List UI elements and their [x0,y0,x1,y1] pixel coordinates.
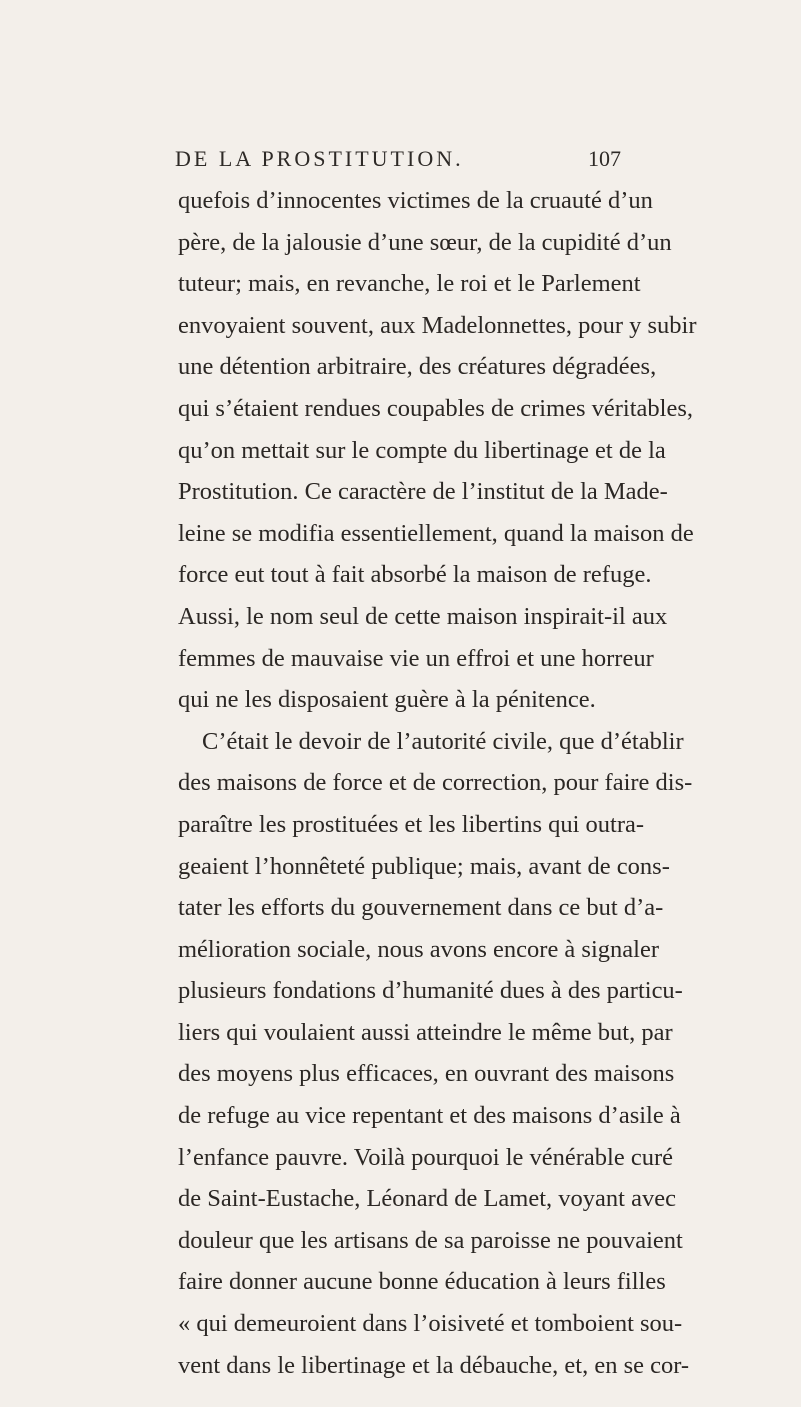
text-line: C’était le devoir de l’autorité civile, que d’établir [202,727,684,755]
text-line: quefois d’innocentes victimes de la cruauté d’un [178,187,653,214]
text-line: Prostitution. Ce caractère de l’institut de la Made- [178,478,668,506]
text-line: l’enfance pauvre. Voilà pourquoi le vénérable curé [178,1143,674,1171]
page-number: 107 [588,146,621,171]
text-line: une détention arbitraire, des créatures dégradées, [178,353,657,381]
text-line: liers qui voulaient aussi atteindre le même but, par [178,1018,673,1046]
text-line: faire donner aucune bonne éducation à leurs filles [178,1268,666,1296]
text-line: force eut tout à fait absorbé la maison de refuge. [178,561,652,589]
body-text [178,180,697,1386]
text-line: des moyens plus efficaces, en ouvrant des maisons [178,1060,675,1088]
text-line: Aussi, le nom seul de cette maison inspirait-il aux [178,602,668,630]
text-line: tuteur; mais, en revanche, le roi et le Parlement [178,270,641,298]
text-line: plusieurs fondations d’humanité dues à des particu- [178,977,683,1005]
text-line: qu’on mettait sur le compte du libertinage et de la [178,436,666,464]
text-line: mélioration sociale, nous avons encore à signaler [178,935,659,963]
text-line: douleur que les artisans de sa paroisse ne pouvaient [178,1226,683,1254]
text-line: leine se modifia essentiellement, quand la maison de [178,519,694,547]
text-line: qui ne les disposaient guère à la pénitence. [178,686,596,714]
text-line: « qui demeuroient dans l’oisiveté et tomboient sou- [178,1310,683,1338]
text-line: femmes de mauvaise vie un effroi et une horreur [178,644,654,672]
text-line: paraître les prostituées et les libertins qui outra- [178,810,645,838]
text-line: de Saint-Eustache, Léonard de Lamet, voyant avec [178,1185,676,1213]
text-line: vent dans le libertinage et la débauche, et, en se cor- [178,1351,690,1379]
text-line: tater les efforts du gouvernement dans ce but d’a- [178,894,664,922]
text-line: qui s’étaient rendues coupables de crimes véritables, [178,394,693,422]
text-line: de refuge au vice repentant et des maisons d’asile à [178,1102,681,1130]
running-head [175,146,625,180]
text-line: geaient l’honnêteté publique; mais, avant de cons- [178,852,670,880]
running-title: DE LA PROSTITUTION. [175,146,464,171]
text-line: envoyaient souvent, aux Madelonnettes, pour y subir [178,311,697,339]
text-line: père, de la jalousie d’une sœur, de la cupidité d’un [178,228,672,256]
text-line: des maisons de force et de correction, pour faire dis- [178,769,693,797]
